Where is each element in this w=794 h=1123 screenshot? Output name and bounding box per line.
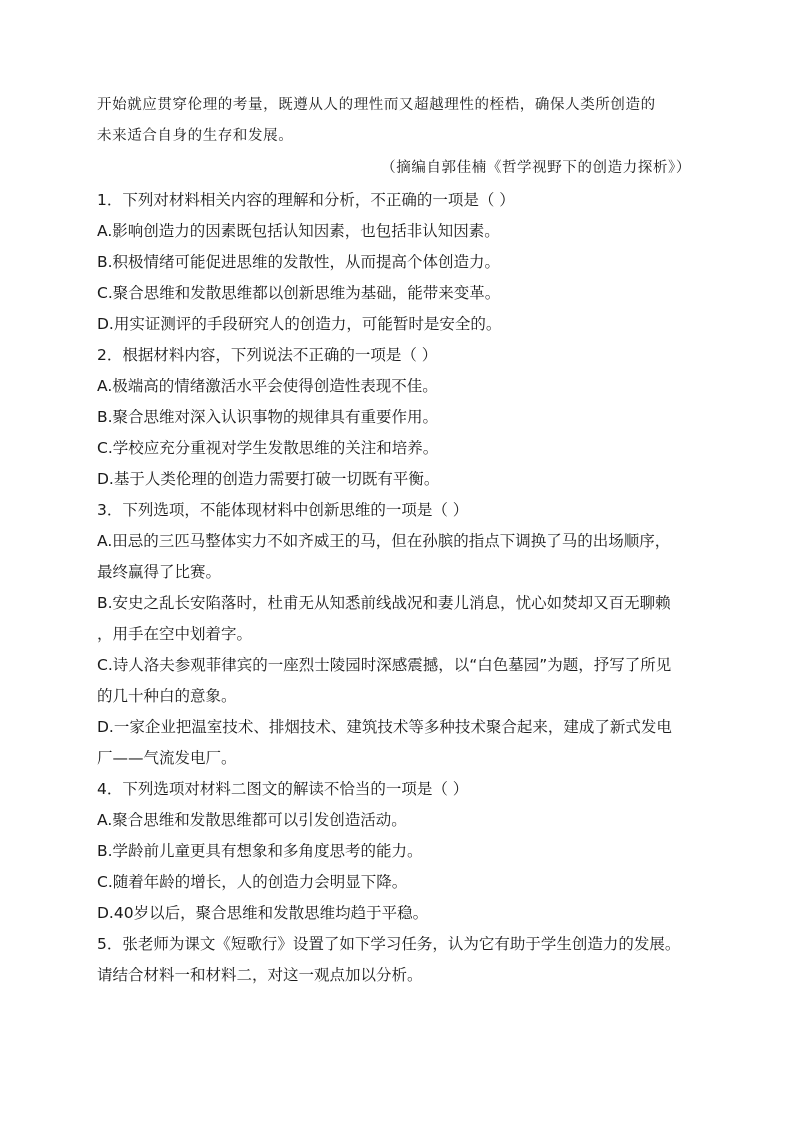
question-1-stem: 1．下列对材料相关内容的理解和分析，不正确的一项是（ ） [97, 191, 515, 209]
question-2-option-a: A.极端高的情绪激活水平会使得创造性表现不佳。 [97, 377, 438, 395]
question-3-option-c-line-2: 的几十种白的意象。 [97, 687, 237, 705]
question-5-stem: 5．张老师为课文《短歌行》设置了如下学习任务，认为它有助于学生创造力的发展。 [97, 935, 681, 953]
question-4-option-d: D.40岁以后，聚合思维和发散思维均趋于平稳。 [97, 904, 429, 922]
question-3-option-b-line-2: ，用手在空中划着字。 [97, 625, 253, 643]
question-4-option-b: B.学龄前儿童更具有想象和多角度思考的能力。 [97, 842, 423, 860]
question-2-option-c: C.学校应充分重视对学生发散思维的关注和培养。 [97, 439, 439, 457]
question-3-option-a-line-1: A.田忌的三匹马整体实力不如齐威王的马，但在孙膑的指点下调换了马的出场顺序， [97, 532, 671, 550]
question-4-option-a: A.聚合思维和发散思维都可以引发创造活动。 [97, 811, 407, 829]
question-2-option-d: D.基于人类伦理的创造力需要打破一切既有平衡。 [97, 470, 440, 488]
question-4-option-c: C.随着年龄的增长，人的创造力会明显下降。 [97, 873, 408, 891]
question-4-stem: 4．下列选项对材料二图文的解读不恰当的一项是（ ） [97, 780, 469, 798]
question-5-stem-line-2: 请结合材料一和材料二，对这一观点加以分析。 [97, 966, 423, 984]
passage-line-1: 开始就应贯穿伦理的考量，既遵从人的理性而又超越理性的桎梏，确保人类所创造的 [97, 97, 656, 113]
question-3-option-b-line-1: B.安史之乱长安陷落时，杜甫无从知悉前线战况和妻儿消息，忧心如焚却又百无聊赖 [97, 594, 671, 612]
question-3-option-c-line-1: C.诗人洛夫参观菲律宾的一座烈士陵园时深感震撼，以“白色墓园”为题，抒写了所见 [97, 656, 672, 674]
question-1-option-b: B.积极情绪可能促进思维的发散性，从而提高个体创造力。 [97, 253, 501, 271]
question-2-stem: 2．根据材料内容，下列说法不正确的一项是（ ） [97, 346, 438, 364]
question-1-option-d: D.用实证测评的手段研究人的创造力，可能暂时是安全的。 [97, 315, 502, 333]
question-3-stem: 3．下列选项，不能体现材料中创新思维的一项是（ ） [97, 501, 469, 519]
question-3-option-d-line-2: 厂——气流发电厂。 [97, 749, 237, 767]
question-1-option-c: C.聚合思维和发散思维都以创新思维为基础，能带来变革。 [97, 284, 501, 302]
question-2-option-b: B.聚合思维对深入认识事物的规律具有重要作用。 [97, 408, 439, 426]
passage-line-2: 未来适合自身的生存和发展。 [97, 128, 294, 144]
question-3-option-d-line-1: D.一家企业把温室技术、排烟技术、建筑技术等多种技术聚合起来，建成了新式发电 [97, 718, 672, 736]
passage-source: （摘编自郭佳楠《哲学视野下的创造力探析》） [381, 160, 691, 176]
question-3-option-a-line-2: 最终赢得了比赛。 [97, 563, 222, 581]
question-1-option-a: A.影响创造力的因素既包括认知因素，也包括非认知因素。 [97, 222, 500, 240]
